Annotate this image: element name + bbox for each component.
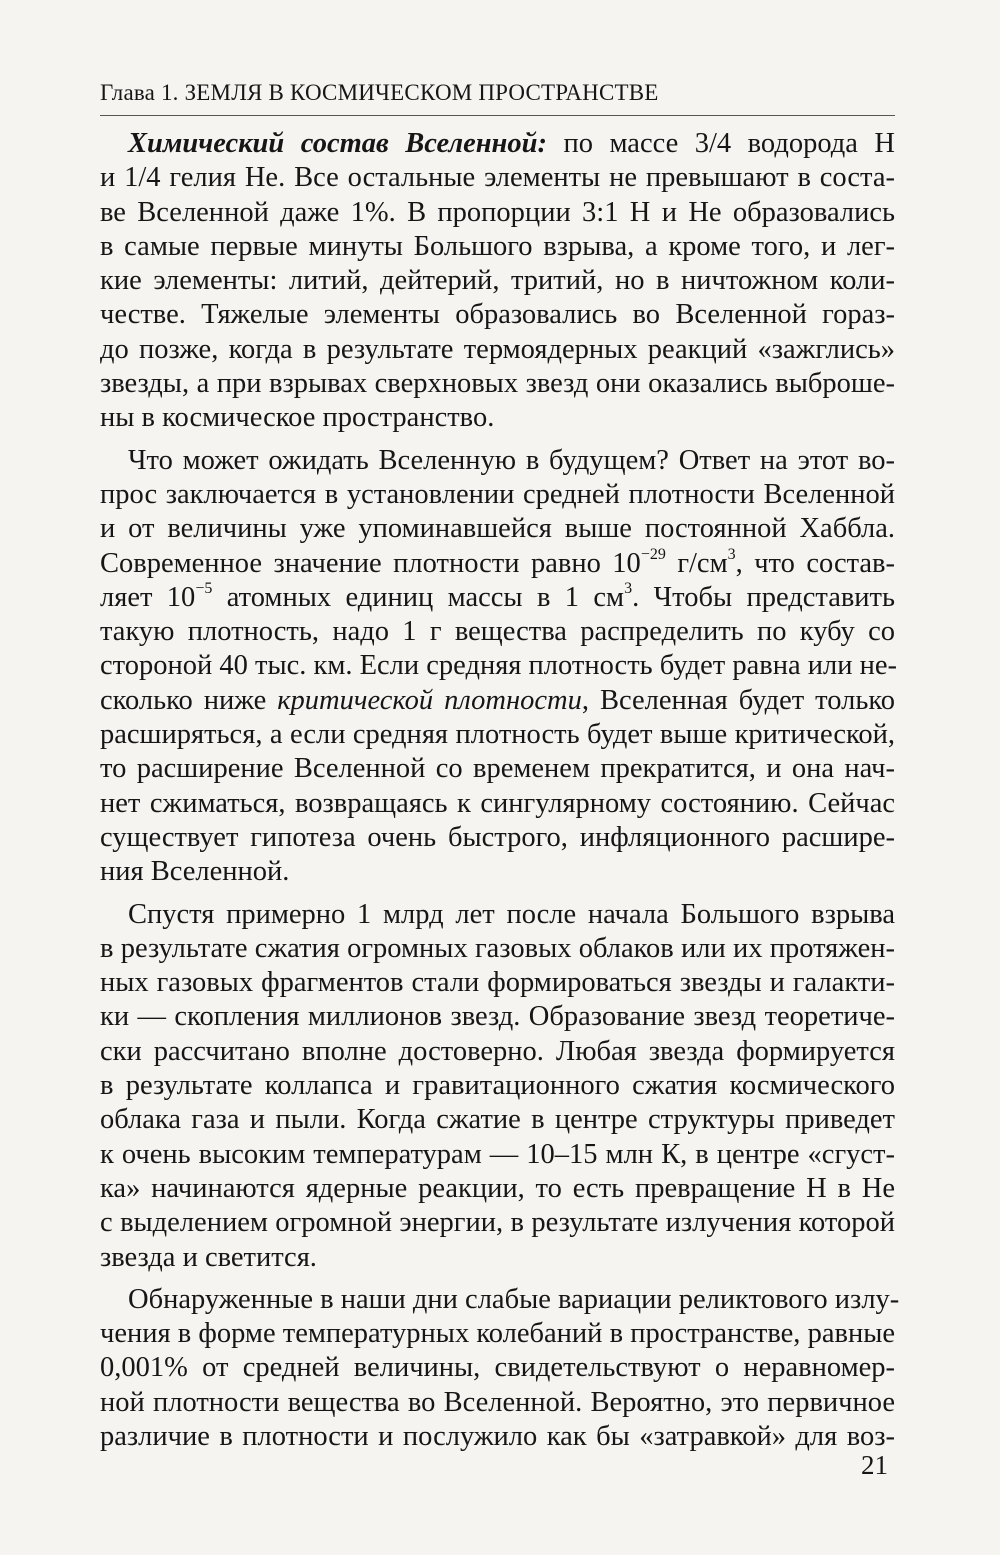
text-line: прос заключается в установлении средней плотности Вселенной	[100, 478, 895, 510]
text-line: до позже, когда в результате термоядерных реакций «зажглись»	[100, 333, 895, 365]
running-head: Глава 1. ЗЕМЛЯ В КОСМИЧЕСКОМ ПРОСТРАНСТВЕ	[100, 80, 659, 105]
text-line: Что может ожидать Вселенную в будущем? Ответ на этот во-	[128, 444, 895, 476]
text-line: такую плотность, надо 1 г вещества распределить по кубу со	[100, 616, 895, 648]
text-line: звезды, а при взрывах сверхновых звезд они оказались выброше-	[100, 368, 895, 400]
text-line: ной плотности вещества во Вселенной. Вероятно, это первичное	[100, 1386, 895, 1418]
text-line: с выделением огромной энергии, в результате излучения которой	[100, 1207, 895, 1239]
text-line: звезда и светится.	[100, 1241, 317, 1273]
page-number: 21	[861, 1450, 888, 1480]
text-line: в результате сжатия огромных газовых облаков или их протяжен-	[100, 932, 895, 964]
text-line: ны в космическое пространство.	[100, 402, 495, 434]
superscript: 3	[624, 579, 633, 597]
text-line: ве Вселенной даже 1%. В пропорции 3:1 Н и Не образовались	[100, 196, 895, 228]
paragraph-universe-future	[100, 444, 898, 890]
paragraph-star-formation	[100, 898, 895, 1275]
text-line: различие в плотности и послужило как бы «затравкой» для воз-	[100, 1420, 895, 1452]
paragraph-chemical-composition	[100, 127, 895, 436]
text-line: существует гипотеза очень быстрого, инфляционного расшире-	[100, 821, 895, 853]
italic-term: критической плотности	[277, 684, 582, 716]
text-line: к очень высоким температурам — 10–15 млн К, в центре «сгуст-	[100, 1138, 895, 1170]
text-line: нет сжиматься, возвращаясь к сингулярному состоянию. Сейчас	[100, 787, 895, 819]
text-line: Спустя примерно 1 млрд лет после начала Большого взрыва	[128, 898, 895, 930]
text-line: в самые первые минуты Большого взрыва, а кроме того, и лег-	[100, 230, 895, 262]
header-rule	[100, 115, 895, 116]
text-line: Обнаруженные в наши дни слабые вариации реликтового излу-	[128, 1283, 900, 1315]
text-line: Химический состав Вселенной: по массе 3/4 водорода Н	[128, 128, 895, 159]
text-line: ка» начинаются ядерные реакции, то есть превращение Н в Не	[100, 1172, 895, 1204]
text-line: ки — скопления миллионов звезд. Образование звезд теоретиче-	[100, 1001, 895, 1033]
text-line: в результате коллапса и гравитационного сжатия космического	[100, 1070, 895, 1102]
text-line: ных газовых фрагментов стали формироваться звезды и галакти-	[100, 967, 895, 999]
text-line: расширяться, а если средняя плотность будет выше критической,	[100, 719, 895, 751]
text-line: 0,001% от средней величины, свидетельствуют о неравномер-	[100, 1352, 895, 1384]
body-text	[100, 127, 900, 1454]
paragraph-relic-radiation	[100, 1283, 900, 1454]
text-line: сколько ниже критической плотности, Вселенная будет только	[100, 684, 896, 716]
text-line: кие элементы: литий, дейтерий, тритий, но в ничтожном коли-	[100, 265, 895, 297]
text-line: ния Вселенной.	[100, 856, 290, 888]
superscript: 3	[727, 545, 736, 563]
text-line: чения в форме температурных колебаний в пространстве, равные	[100, 1318, 895, 1350]
text-line: Современное значение плотности равно $10^{-29}$ $г/см^3$, что состав-	[100, 545, 895, 579]
text-line: честве. Тяжелые элементы образовались во Вселенной гораз-	[100, 299, 895, 331]
text-line: стороной 40 тыс. км. Если средняя плотность будет равна или не-	[100, 650, 898, 682]
text-line: ски рассчитано вполне достоверно. Любая звезда формируется	[100, 1035, 895, 1067]
text-line: ляет $10^{-5}$ атомных единиц массы в 1 $см^3$. Чтобы представить	[100, 579, 896, 613]
paragraph-lead-term: Химический состав Вселенной:	[128, 128, 547, 159]
text-line: то расширение Вселенной со временем прекратится, и она нач-	[100, 753, 895, 785]
text-line: и 1/4 гелия Не. Все остальные элементы не превышают в соста-	[100, 162, 895, 194]
superscript: −29	[640, 545, 666, 563]
text-line: облака газа и пыли. Когда сжатие в центре структуры приведет	[100, 1104, 895, 1136]
superscript: −5	[195, 579, 213, 597]
text-line: и от величины уже упоминавшейся выше постоянной Хаббла.	[100, 513, 895, 545]
